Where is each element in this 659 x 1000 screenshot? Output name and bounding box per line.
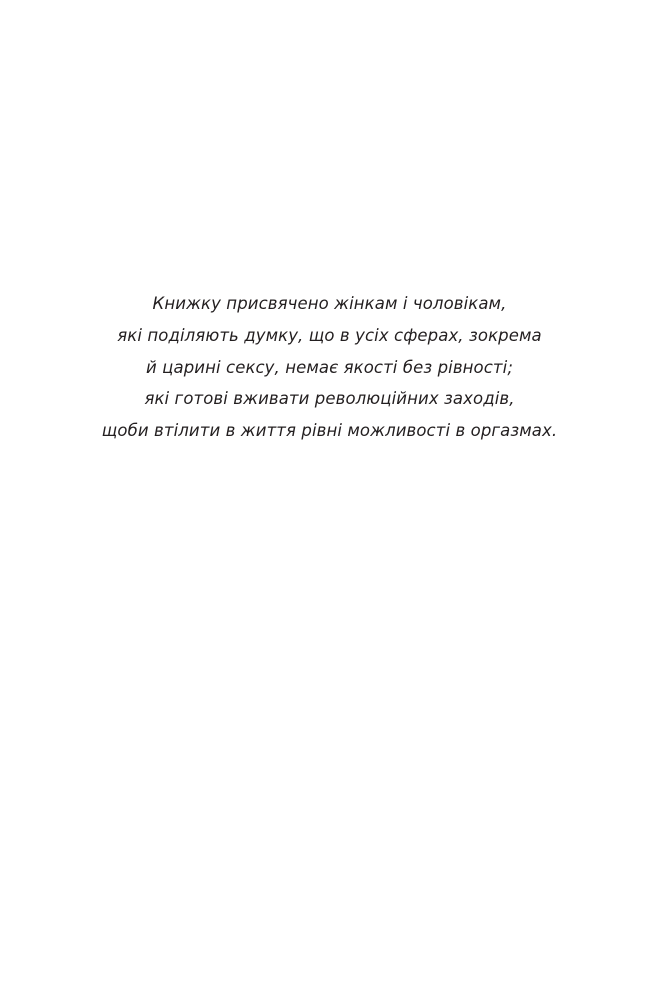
dedication-text <box>0 288 659 447</box>
dedication-line: які готові вживати революційних заходів, <box>144 389 515 409</box>
dedication-line: які поділяють думку, що в усіх сферах, зокрема <box>117 325 542 345</box>
dedication-line: й царині сексу, немає якості без рівності; <box>146 357 513 377</box>
dedication-line: щоби втілити в життя рівні можливості в оргазмах. <box>101 421 558 441</box>
dedication-line: Книжку присвячено жінкам і чоловікам, <box>152 294 507 313</box>
